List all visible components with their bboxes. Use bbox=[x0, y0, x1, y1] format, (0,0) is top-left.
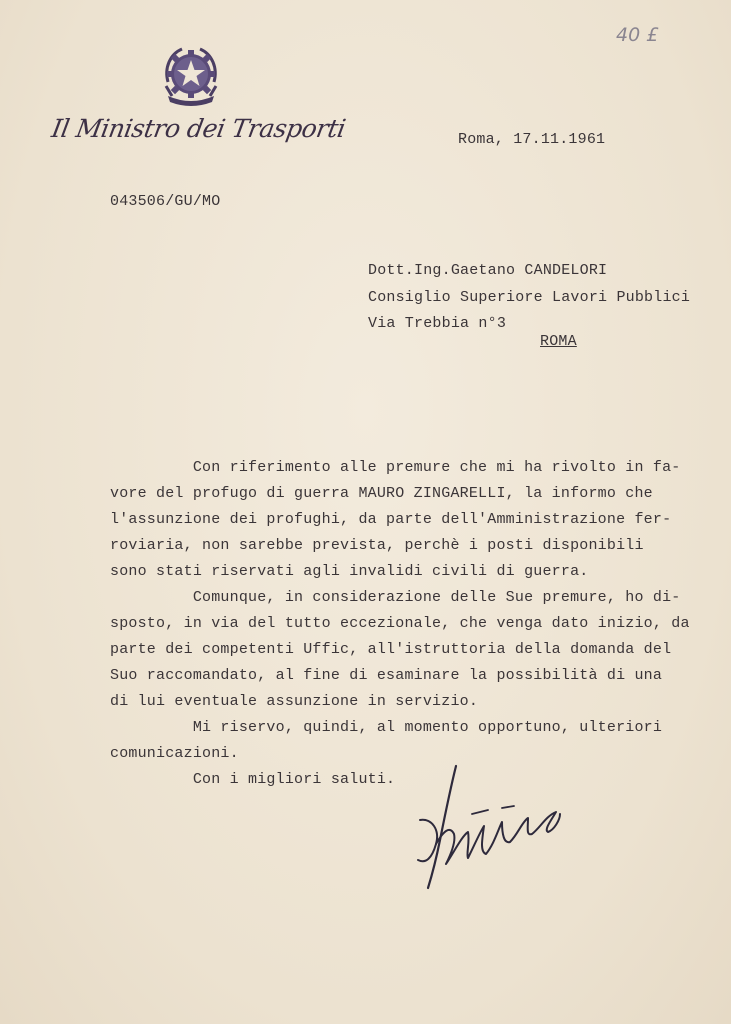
body-line: comunicazioni. bbox=[110, 745, 239, 762]
body-line: di lui eventuale assunzione in servizio. bbox=[110, 693, 479, 710]
recipient-office: Consiglio Superiore Lavori Pubblici bbox=[368, 289, 691, 306]
body-line: sposto, in via del tutto eccezionale, che venga dato inizio, da bbox=[110, 615, 690, 632]
body-line: l'assunzione dei profughi, da parte dell'Amministrazione fer- bbox=[110, 511, 672, 528]
body-line: Con riferimento alle premure che mi ha rivolto in fa- bbox=[110, 459, 681, 476]
recipient-city: ROMA bbox=[540, 333, 577, 350]
body-line: Mi riservo, quindi, al momento opportuno, ulteriori bbox=[110, 719, 663, 736]
republic-emblem-icon bbox=[160, 44, 222, 110]
pencil-annotation: 40 £ bbox=[616, 24, 659, 46]
body-line: sono stati riservati agli invalidi civili di guerra. bbox=[110, 563, 589, 580]
body-line: Comunque, in considerazione delle Sue premure, ho di- bbox=[110, 589, 681, 606]
recipient-name: Dott.Ing.Gaetano CANDELORI bbox=[368, 262, 608, 279]
body-line: roviaria, non sarebbe prevista, perchè i posti disponibili bbox=[110, 537, 644, 554]
body-line: Suo raccomandato, al fine di esaminare la possibilità di una bbox=[110, 667, 663, 684]
letterhead-title: Il Ministro dei Trasporti bbox=[49, 114, 348, 143]
place-date: Roma, 17.11.1961 bbox=[458, 131, 606, 148]
body-line: Con i migliori saluti. bbox=[110, 771, 396, 788]
handwritten-signature bbox=[410, 760, 580, 900]
body-line: vore del profugo di guerra MAURO ZINGARELLI, la informo che bbox=[110, 485, 653, 502]
body-line: parte dei competenti Uffic, all'istruttoria della domanda del bbox=[110, 641, 672, 658]
recipient-street: Via Trebbia n°3 bbox=[368, 315, 507, 332]
reference-number: 043506/GU/MO bbox=[110, 193, 221, 210]
letter-body bbox=[110, 455, 710, 793]
